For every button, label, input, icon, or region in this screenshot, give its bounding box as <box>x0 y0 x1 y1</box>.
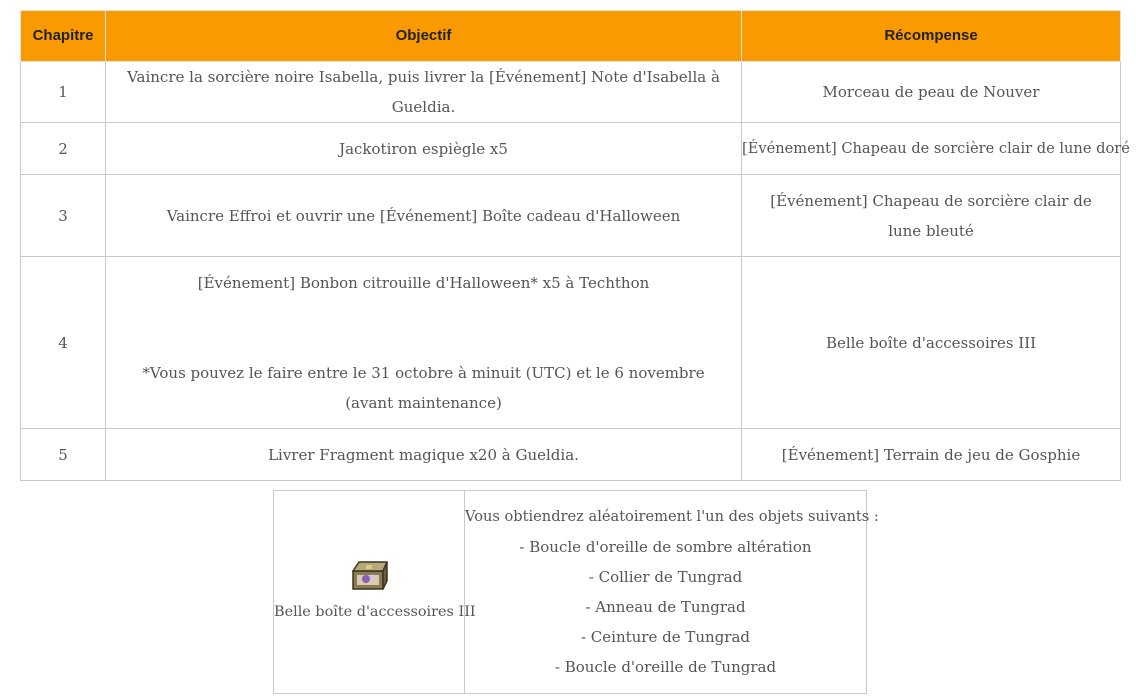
list-item: - Anneau de Tungrad <box>585 598 746 616</box>
list-item: - Boucle d'oreille de sombre altération <box>519 538 812 556</box>
list-item: - Ceinture de Tungrad <box>580 628 751 646</box>
objective-cell: Vaincre Effroi et ouvrir une [Événement] Boîte cadeau d'Halloween <box>106 175 742 257</box>
table-row <box>21 123 1121 175</box>
table-row <box>21 62 1121 123</box>
treasure-chest-icon <box>349 557 389 593</box>
header-objective: Objectif <box>106 11 742 62</box>
header-chapter: Chapitre <box>21 11 106 62</box>
reward-item-cell <box>274 491 476 694</box>
list-item: - Boucle d'oreille de Tungrad <box>554 658 777 676</box>
header-reward: Récompense <box>742 11 1121 62</box>
spacer <box>126 328 721 358</box>
table-row <box>21 429 1121 481</box>
reward-box-table <box>273 490 879 694</box>
reward-item-name: Belle boîte d'accessoires III <box>274 604 476 620</box>
objective-text: [Événement] Bonbon citrouille d'Halloween* x5 à Techthon <box>197 273 650 292</box>
chapter-cell: 2 <box>21 123 106 175</box>
list-item: - Collier de Tungrad <box>588 568 743 586</box>
reward-cell: Belle boîte d'accessoires III <box>742 257 1121 429</box>
reward-box-row <box>274 491 867 694</box>
reward-cell: Morceau de peau de Nouver <box>742 62 1121 123</box>
objective-cell <box>106 257 742 429</box>
chapter-cell: 5 <box>21 429 106 481</box>
table-row <box>21 257 1121 429</box>
table-row <box>21 175 1121 257</box>
quest-table <box>20 10 1130 481</box>
reward-cell: [Événement] Terrain de jeu de Gosphie <box>742 429 1121 481</box>
objective-cell: Vaincre la sorcière noire Isabella, puis livrer la [Événement] Note d'Isabella à Gueldia. <box>106 62 742 123</box>
chapter-cell: 1 <box>21 62 106 123</box>
chapter-cell: 4 <box>21 257 106 429</box>
reward-cell: [Événement] Chapeau de sorcière clair de lune doré <box>742 123 1121 175</box>
objective-cell: Jackotiron espiègle x5 <box>106 123 742 175</box>
spacer <box>126 298 721 328</box>
table-header-row <box>21 11 1121 62</box>
reward-list-intro: Vous obtiendrez aléatoirement l'un des objets suivants : <box>465 508 879 525</box>
objective-note: *Vous pouvez le faire entre le 31 octobre à minuit (UTC) et le 6 novembre (avant maintenance) <box>142 363 705 412</box>
objective-cell: Livrer Fragment magique x20 à Gueldia. <box>106 429 742 481</box>
reward-list-cell <box>465 491 879 694</box>
chapter-cell: 3 <box>21 175 106 257</box>
reward-cell: [Événement] Chapeau de sorcière clair de lune bleuté <box>742 175 1121 257</box>
